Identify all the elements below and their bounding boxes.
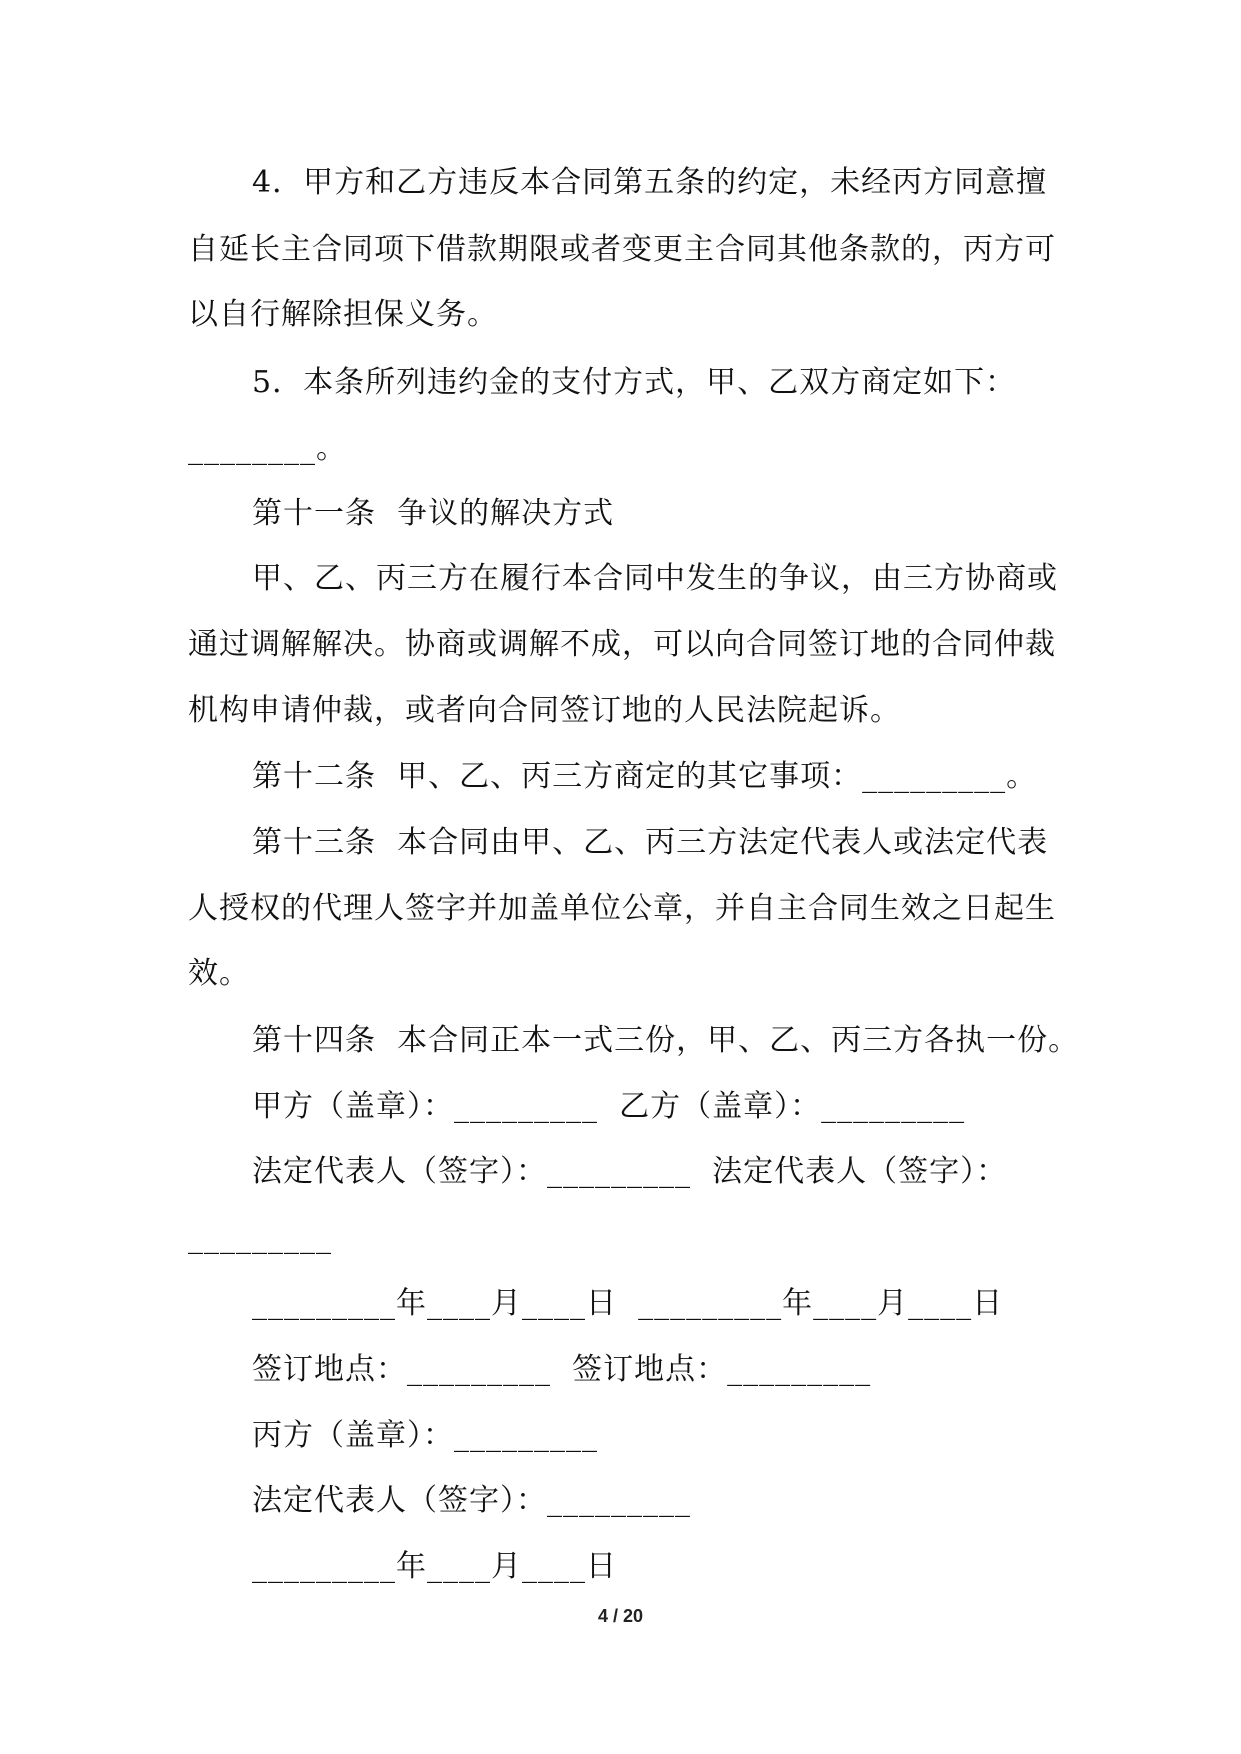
page-number: 4 / 20 bbox=[597, 1606, 644, 1626]
article-heading: 第十一条 争议的解决方式 bbox=[252, 496, 615, 531]
signature-line: 签订地点：_________ 签订地点：_________ bbox=[252, 1352, 872, 1387]
paragraph-line: 5．本条所列违约金的支付方式，甲、乙双方商定如下： bbox=[252, 365, 1017, 400]
paragraph-line: 以自行解除担保义务。 bbox=[188, 297, 498, 332]
signature-line: 丙方（盖章）：_________ bbox=[252, 1418, 598, 1453]
paragraph-line: 第十四条 本合同正本一式三份，甲、乙、丙三方各执一份。 bbox=[252, 1023, 1080, 1058]
paragraph-line: 人授权的代理人签字并加盖单位公章，并自主合同生效之日起生 bbox=[188, 891, 1056, 926]
paragraph-line: 第十三条 本合同由甲、乙、丙三方法定代表人或法定代表 bbox=[252, 825, 1049, 860]
paragraph-line: 自延长主合同项下借款期限或者变更主合同其他条款的，丙方可 bbox=[188, 232, 1056, 267]
paragraph-line: ________。 bbox=[188, 431, 347, 466]
paragraph-line: 4．甲方和乙方违反本合同第五条的约定，未经丙方同意擅 bbox=[252, 165, 1048, 200]
paragraph-line: 机构申请仲裁，或者向合同签订地的人民法院起诉。 bbox=[188, 693, 901, 728]
paragraph-line: 甲、乙、丙三方在履行本合同中发生的争议，由三方协商或 bbox=[252, 561, 1058, 596]
signature-line: 甲方（盖章）：_________ 乙方（盖章）：_________ bbox=[252, 1089, 966, 1124]
signature-line: _________ bbox=[188, 1220, 332, 1255]
date-line: _________年____月____日 _________年____月____日 bbox=[252, 1286, 1004, 1321]
paragraph-line: 通过调解解决。协商或调解不成，可以向合同签订地的合同仲裁 bbox=[188, 627, 1056, 662]
signature-line: 法定代表人（签字）：_________ 法定代表人（签字）： bbox=[252, 1154, 1008, 1189]
signature-line: 法定代表人（签字）：_________ bbox=[252, 1483, 691, 1518]
paragraph-line: 效。 bbox=[188, 956, 250, 991]
date-line: _________年____月____日 bbox=[252, 1549, 617, 1584]
paragraph-line: 第十二条 甲、乙、丙三方商定的其它事项：_________。 bbox=[252, 759, 1038, 794]
